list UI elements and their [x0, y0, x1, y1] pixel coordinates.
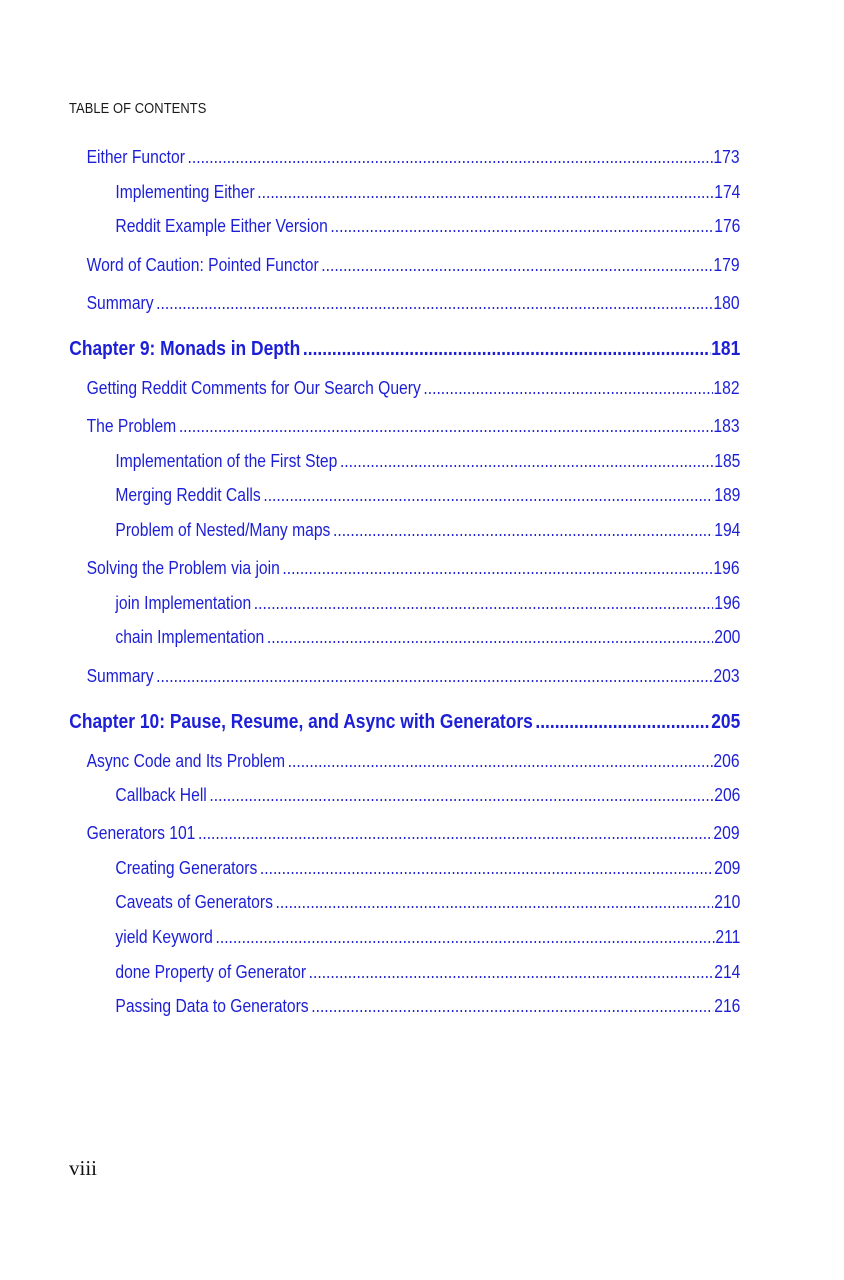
toc-entry-title: Solving the Problem via join — [87, 558, 281, 578]
toc-entry-title: Reddit Example Either Version — [115, 216, 328, 236]
toc-entry-implementing-either[interactable] — [115, 180, 740, 204]
toc-entry-creating-generators[interactable] — [115, 856, 740, 880]
toc-entry-page: 189 — [713, 485, 740, 505]
dot-leader — [179, 414, 713, 438]
toc-entry-solving-via-join[interactable] — [87, 556, 740, 580]
toc-entry-title: Chapter 9: Monads in Depth — [69, 338, 301, 360]
toc-entry-page: 183 — [713, 416, 740, 436]
toc-entry-page: 176 — [713, 216, 740, 236]
dot-leader — [311, 994, 713, 1018]
toc-entry-page: 173 — [713, 147, 740, 167]
toc-entry-either-functor[interactable] — [87, 145, 740, 169]
toc-entry-page: 216 — [713, 996, 740, 1016]
toc-entry-the-problem[interactable] — [87, 414, 740, 438]
toc-entry-page: 210 — [713, 892, 740, 912]
toc-entry-page: 214 — [713, 962, 740, 982]
toc-entry-page: 203 — [713, 666, 740, 686]
toc-entry-title: join Implementation — [115, 593, 251, 613]
toc-entry-reddit-example-either-version[interactable] — [115, 214, 740, 238]
dot-leader — [333, 518, 713, 542]
dot-leader — [257, 180, 713, 204]
dot-leader — [303, 335, 710, 363]
toc-entry-title: Summary — [87, 666, 155, 686]
toc-entry-page: 211 — [715, 927, 740, 947]
toc-entry-page: 206 — [713, 751, 740, 771]
dot-leader — [308, 960, 713, 984]
toc-entry-implementation-first-step[interactable] — [115, 449, 740, 473]
toc-entry-title: Implementation of the First Step — [115, 451, 337, 471]
toc-entry-yield-keyword[interactable] — [115, 925, 740, 949]
dot-leader — [157, 664, 713, 688]
dot-leader — [209, 783, 713, 807]
toc-entry-page: 196 — [713, 593, 740, 613]
toc-entry-page: 174 — [713, 182, 740, 202]
toc-entry-title: Summary — [87, 293, 155, 313]
toc-chapter-9[interactable] — [69, 335, 740, 363]
toc-entry-title: Implementing Either — [115, 182, 255, 202]
toc-entry-title: Creating Generators — [115, 858, 257, 878]
dot-leader — [275, 890, 713, 914]
toc-entry-page: 185 — [713, 451, 740, 471]
dot-leader — [340, 449, 713, 473]
toc-entry-merging-reddit-calls[interactable] — [115, 483, 740, 507]
dot-leader — [283, 556, 713, 580]
toc-entry-generators-101[interactable] — [87, 821, 740, 845]
toc-entry-title: Generators 101 — [87, 823, 196, 843]
dot-leader — [266, 625, 713, 649]
toc-entry-title: Either Functor — [87, 147, 186, 167]
toc-entry-async-code-problem[interactable] — [87, 749, 740, 773]
toc-entry-title: Async Code and Its Problem — [87, 751, 286, 771]
dot-leader — [263, 483, 713, 507]
toc-entry-title: The Problem — [87, 416, 177, 436]
toc-entry-page: 182 — [713, 378, 740, 398]
toc-entry-passing-data-to-generators[interactable] — [115, 994, 740, 1018]
toc-entry-done-property[interactable] — [115, 960, 740, 984]
dot-leader — [424, 376, 713, 400]
toc-entry-page: 194 — [713, 520, 740, 540]
toc-entry-page: 196 — [713, 558, 740, 578]
toc-chapter-10[interactable] — [69, 708, 740, 736]
toc-entry-page: 209 — [713, 858, 740, 878]
dot-leader — [260, 856, 713, 880]
toc-entry-page: 209 — [713, 823, 740, 843]
toc-entry-getting-reddit-comments[interactable] — [87, 376, 740, 400]
toc-entry-title: Getting Reddit Comments for Our Search Query — [87, 378, 422, 398]
toc-entry-word-of-caution[interactable] — [87, 253, 740, 277]
toc-entry-title: Callback Hell — [115, 785, 207, 805]
dot-leader — [322, 253, 713, 277]
toc-entry-page: 181 — [710, 338, 740, 360]
toc-entry-title: done Property of Generator — [115, 962, 306, 982]
toc-entry-chain-implementation[interactable] — [115, 625, 740, 649]
toc-entry-title: chain Implementation — [115, 627, 264, 647]
toc-entry-title: Passing Data to Generators — [115, 996, 309, 1016]
dot-leader — [198, 821, 713, 845]
toc-entry-page: 179 — [713, 255, 740, 275]
dot-leader — [215, 925, 714, 949]
toc-entry-page: 206 — [713, 785, 740, 805]
toc-entry-title: Merging Reddit Calls — [115, 485, 261, 505]
toc-entry-page: 205 — [710, 711, 740, 733]
dot-leader — [288, 749, 713, 773]
toc-entry-caveats-of-generators[interactable] — [115, 890, 740, 914]
dot-leader — [330, 214, 713, 238]
running-head: TABLE OF CONTENTS — [69, 100, 207, 117]
toc-entry-join-implementation[interactable] — [115, 591, 740, 615]
dot-leader — [188, 145, 713, 169]
toc-entry-callback-hell[interactable] — [115, 783, 740, 807]
toc-entry-problem-nested-maps[interactable] — [115, 518, 740, 542]
toc-entry-summary-ch8[interactable] — [87, 291, 740, 315]
dot-leader — [253, 591, 713, 615]
dot-leader — [535, 708, 710, 736]
toc-entry-title: Caveats of Generators — [115, 892, 273, 912]
page-number: viii — [69, 1156, 98, 1180]
toc-entry-title: Word of Caution: Pointed Functor — [87, 255, 320, 275]
toc-entry-title: yield Keyword — [115, 927, 213, 947]
dot-leader — [157, 291, 713, 315]
toc-entry-title: Chapter 10: Pause, Resume, and Async with Generators — [69, 711, 533, 733]
toc-entry-page: 200 — [713, 627, 740, 647]
toc-entry-title: Problem of Nested/Many maps — [115, 520, 330, 540]
toc-entry-page: 180 — [713, 293, 740, 313]
toc-entry-summary-ch9[interactable] — [87, 664, 740, 688]
